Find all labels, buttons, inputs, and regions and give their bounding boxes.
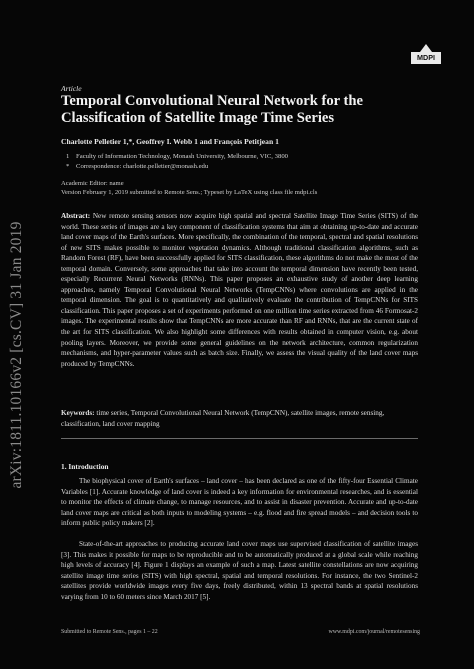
- body-paragraph: [61, 539, 418, 602]
- affiliation-text: Faculty of Information Technology, Monash University, Melbourne, VIC, 3800: [76, 153, 289, 160]
- abstract-text: New remote sensing sensors now acquire high spatial and spectral Satellite Image Time Series (SITS) of the world. These series of images are a key component of classification systems that aim at obtaining up-to-date and accurate land cover maps of the Earth's surfaces. More specifically, the combination of the temporal, spectral and spatial resolutions of new SITS makes possible to monitor vegetation dynamics. Although traditional classification algorithms, such as Random Forest (RF), have been successfully applied for SITS classification, these algorithms do not make the most of the temporal domain. Conversely, some approaches that take into account the temporal dimension have recently been tested, especially Recurrent Neural Networks (RNNs). This paper proposes an exhaustive study of another deep learning approaches, namely Temporal Convolutional Neural Networks (TempCNNs) where convolutions are applied in the temporal dimension. The goal is to quantitatively and qualitatively evaluate the contribution of TempCNNs for SITS classification. This paper proposes a set of experiments performed on one million time series extracted from 46 Formosat-2 images. The experimental results show that TempCNNs are more accurate than RF and RNNs, that are the current state of the art for SITS classification. We also highlight some differences with results obtained in computer vision, e.g. about pooling layers. Moreover, we provide some general guidelines on the network architecture, common regularization mechanisms, and hyper-parameter values such as batch size. Finally, we assess the visual quality of the land cover maps produced by TempCNNs.: [61, 212, 418, 368]
- body-paragraph: [61, 476, 418, 529]
- paragraph-text: The biophysical cover of Earth's surfaces – land cover – has been declared as one of the fifty-four Essential Climate Variables [1]. Accurate knowledge of land cover is indeed a key information for environmental researches, and is essential to monitor the effects of climate change, to manage resources, and to assist in disaster prevention. Accurate and up-to-date land cover maps are critical as both inputs to modeling systems – e.g. flood and fire spread models – and decision tools to inform public policy makers [2].: [61, 477, 418, 528]
- keywords-text: time series, Temporal Convolutional Neural Network (TempCNN), satellite images, remote sensing, classification, land cover mapping: [61, 409, 385, 428]
- divider: [61, 438, 418, 439]
- version-line: Version February 1, 2019 submitted to Remote Sens.; Typeset by LaTeX using class file mdpi.cls: [61, 189, 318, 196]
- affiliation-mark: *: [66, 163, 70, 170]
- abstract-label: Abstract:: [61, 212, 91, 220]
- author-list: Charlotte Pelletier 1,*, Geoffrey I. Webb 1 and François Petitjean 1: [61, 137, 279, 146]
- arxiv-stamp-text: arXiv:1811.10166v2 [cs.CV] 31 Jan 2019: [8, 221, 25, 489]
- title-line: Classification of Satellite Image Time Series: [61, 109, 335, 126]
- footer-left: Submitted to Remote Sens., pages 1 – 22: [61, 629, 158, 635]
- mdpi-logo-text: MDPI: [417, 53, 435, 62]
- mdpi-logo: [411, 44, 441, 64]
- affiliation-mark: 1: [66, 153, 70, 160]
- arxiv-stamp: [2, 190, 32, 520]
- footer-right: www.mdpi.com/journal/remotesensing: [328, 629, 420, 635]
- section-heading: 1. Introduction: [61, 462, 109, 471]
- affiliation: [66, 153, 288, 160]
- keywords-label: Keywords:: [61, 409, 95, 417]
- abstract: [61, 211, 418, 369]
- title-line: Temporal Convolutional Neural Network for the: [61, 93, 364, 109]
- paper-title: [61, 93, 421, 126]
- paragraph-text: State-of-the-art approaches to producing accurate land cover maps use supervised classification of satellite images [3]. This makes it possible for maps to be reproducible and to be automatically produced at a global scale while reaching high levels of accuracy [4]. Figure 1 displays an example of such a map. Latest satellite constellations are now acquiring satellite image time series (SITS) with high spectral, spatial and temporal resolutions. For instance, the two Sentinel-2 satellites provide worldwide images every five days, freely distributed, within 13 spectral bands at spatial resolutions varying from 10 to 60 meters since March 2017 [5].: [61, 540, 418, 601]
- correspondence-text: Correspondence: charlotte.pelletier@monash.edu: [76, 163, 209, 170]
- keywords: [61, 408, 418, 429]
- academic-editor: Academic Editor: name: [61, 180, 124, 187]
- correspondence: [66, 163, 208, 170]
- article-type: Article: [61, 84, 82, 93]
